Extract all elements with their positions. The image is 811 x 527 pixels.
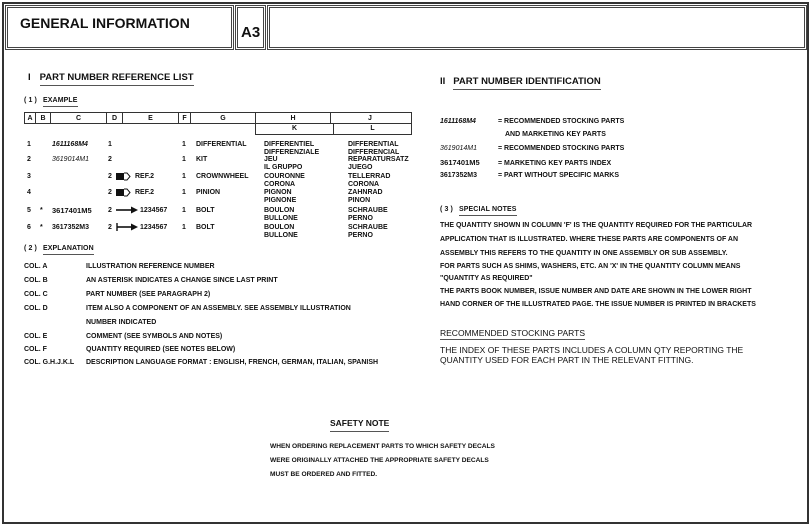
cell-h: BOULON bbox=[264, 207, 295, 214]
cell-a: 1 bbox=[27, 141, 31, 148]
cell-k: PIGNONE bbox=[264, 197, 297, 204]
explanation-row bbox=[24, 346, 235, 353]
cell-h: PIGNON bbox=[264, 189, 292, 196]
section-ii-heading bbox=[440, 76, 601, 87]
cell-k: BULLONE bbox=[264, 232, 298, 239]
explanation-col: COL. C bbox=[24, 291, 48, 298]
column-header-j: J bbox=[368, 115, 372, 122]
example-title: EXAMPLE bbox=[43, 97, 78, 107]
explanation-text: ITEM ALSO A COMPONENT OF AN ASSEMBLY. SEE ASSEMBLY ILLUSTRATION bbox=[86, 305, 351, 312]
special-notes-heading bbox=[440, 206, 517, 213]
page-title: GENERAL INFORMATION bbox=[20, 15, 190, 31]
explanation-title: EXPLANATION bbox=[43, 245, 94, 255]
special-note-line: FOR PARTS SUCH AS SHIMS, WASHERS, ETC. AN 'X' IN THE QUANTITY COLUMN MEANS bbox=[440, 263, 741, 270]
explanation-text: PART NUMBER (SEE PARAGRAPH 2) bbox=[86, 291, 211, 298]
column-header-g: G bbox=[191, 113, 256, 123]
cell-g: BOLT bbox=[196, 207, 215, 214]
cell-f: 1 bbox=[182, 207, 186, 214]
safety-line: WERE ORIGINALLY ATTACHED THE APPROPRIATE SAFETY DECALS bbox=[270, 457, 489, 464]
assembly-ref-icon bbox=[116, 172, 132, 184]
cell-f: 1 bbox=[182, 173, 186, 180]
example-heading bbox=[24, 97, 78, 104]
explanation-row bbox=[24, 319, 156, 326]
column-header-b: B bbox=[36, 113, 51, 123]
explanation-col: COL. G.H.J.K.L bbox=[24, 359, 75, 366]
cell-l: PERNO bbox=[348, 215, 373, 222]
cell-d: 1 bbox=[108, 141, 112, 148]
table-row bbox=[24, 224, 414, 242]
cell-part-number: 3619014M1 bbox=[52, 156, 89, 163]
cell-j: REPARATURSATZ bbox=[348, 156, 409, 163]
explanation-col: COL. F bbox=[24, 346, 47, 353]
special-note-line: THE PARTS BOOK NUMBER, ISSUE NUMBER AND DATE ARE SHOWN IN THE LOWER RIGHT bbox=[440, 288, 752, 295]
explanation-row bbox=[24, 305, 351, 312]
explanation-text: COMMENT (SEE SYMBOLS AND NOTES) bbox=[86, 333, 223, 340]
explanation-text: AN ASTERISK INDICATES A CHANGE SINCE LAST PRINT bbox=[86, 277, 278, 284]
cell-h: JEU bbox=[264, 156, 278, 163]
special-notes-title: SPECIAL NOTES bbox=[459, 206, 517, 216]
identification-text: = RECOMMENDED STOCKING PARTS bbox=[498, 118, 625, 125]
safety-title: SAFETY NOTE bbox=[330, 418, 389, 432]
cell-a: 4 bbox=[27, 189, 31, 196]
section-title: PART NUMBER REFERENCE LIST bbox=[40, 72, 194, 86]
explanation-row bbox=[24, 333, 222, 340]
identification-part: 1611168M4 bbox=[440, 118, 476, 125]
identification-row bbox=[440, 118, 624, 125]
cell-d: 2 bbox=[108, 173, 112, 180]
cell-l: JUEGO bbox=[348, 164, 373, 171]
cell-d: 2 bbox=[108, 189, 112, 196]
identification-row bbox=[440, 158, 611, 167]
safety-line: MUST BE ORDERED AND FITTED. bbox=[270, 471, 378, 478]
special-note-line: "QUANTITY AS REQUIRED" bbox=[440, 275, 533, 282]
section-numeral: II bbox=[440, 76, 446, 87]
explanation-col: COL. E bbox=[24, 333, 48, 340]
cell-h: DIFFERENTIEL bbox=[264, 141, 315, 148]
cell-j: TELLERRAD bbox=[348, 173, 391, 180]
column-header-h: H bbox=[256, 113, 331, 123]
recommended-line: QUANTITY USED FOR EACH PART IN THE RELEVANT FITTING. bbox=[440, 355, 694, 365]
cell-g: BOLT bbox=[196, 224, 215, 231]
column-header-d: D bbox=[107, 113, 123, 123]
column-header-a: A bbox=[25, 113, 36, 123]
special-note-line: THE QUANTITY SHOWN IN COLUMN 'F' IS THE QUANTITY REQUIRED FOR THE PARTICULAR bbox=[440, 222, 753, 229]
cell-j: ZAHNRAD bbox=[348, 189, 383, 196]
cell-b: * bbox=[40, 207, 43, 214]
column-header-c: C bbox=[51, 113, 107, 123]
cell-g: DIFFERENTIAL bbox=[196, 141, 247, 148]
identification-part: 3617352M3 bbox=[440, 172, 477, 179]
cell-k: IL GRUPPO bbox=[264, 164, 303, 171]
explanation-text: QUANTITY REQUIRED (SEE NOTES BELOW) bbox=[86, 346, 236, 353]
cell-d: 2 bbox=[108, 156, 112, 163]
explanation-heading bbox=[24, 245, 94, 252]
explanation-row bbox=[24, 277, 278, 284]
cell-e: REF.2 bbox=[135, 189, 155, 196]
explanation-col: COL. D bbox=[24, 305, 48, 312]
column-header-k: K bbox=[256, 123, 334, 134]
recommended-title: RECOMMENDED STOCKING PARTS bbox=[440, 328, 585, 338]
cell-k: BULLONE bbox=[264, 215, 298, 222]
reference-table-header bbox=[24, 112, 412, 132]
cell-f: 1 bbox=[182, 141, 186, 148]
identification-part: 3617401M5 bbox=[440, 158, 480, 167]
cell-l: PERNO bbox=[348, 232, 373, 239]
cell-g: PINION bbox=[196, 189, 221, 196]
header-blank-box bbox=[267, 5, 807, 50]
cell-g: KIT bbox=[196, 156, 208, 163]
identification-row bbox=[440, 131, 606, 138]
cell-d: 2 bbox=[108, 224, 112, 231]
section-code: A3 bbox=[241, 24, 261, 41]
section-numeral: I bbox=[28, 72, 31, 83]
column-header-f: F bbox=[179, 113, 191, 123]
cell-f: 1 bbox=[182, 189, 186, 196]
arrow-right-icon bbox=[116, 206, 138, 217]
section-i-heading bbox=[28, 72, 194, 83]
identification-text: = MARKETING KEY PARTS INDEX bbox=[498, 160, 612, 167]
explanation-row bbox=[24, 359, 378, 366]
identification-row bbox=[440, 145, 624, 152]
cell-g: CROWNWHEEL bbox=[196, 173, 249, 180]
explanation-text: NUMBER INDICATED bbox=[86, 319, 157, 326]
cell-j: DIFFERENTIAL bbox=[348, 141, 399, 148]
column-header-e: E bbox=[123, 113, 179, 123]
assembly-ref-icon bbox=[116, 188, 132, 200]
cell-part-number: 1611168M4 bbox=[52, 141, 88, 148]
cell-a: 2 bbox=[27, 156, 31, 163]
identification-text: AND MARKETING KEY PARTS bbox=[505, 131, 606, 138]
cell-a: 6 bbox=[27, 224, 31, 231]
cell-part-number: 3617352M3 bbox=[52, 224, 89, 231]
table-row bbox=[24, 189, 414, 207]
table-row bbox=[24, 156, 414, 174]
identification-text: = RECOMMENDED STOCKING PARTS bbox=[498, 145, 625, 152]
cell-h: COURONNE bbox=[264, 173, 305, 180]
explanation-text: DESCRIPTION LANGUAGE FORMAT : ENGLISH, FRENCH, GERMAN, ITALIAN, SPANISH bbox=[86, 359, 379, 366]
cell-part-number: 3617401M5 bbox=[52, 206, 92, 215]
special-notes-num: ( 3 ) bbox=[440, 206, 453, 213]
section-title: PART NUMBER IDENTIFICATION bbox=[453, 76, 600, 90]
column-header-l: L bbox=[370, 125, 375, 132]
explanation-text: ILLUSTRATION REFERENCE NUMBER bbox=[86, 263, 215, 270]
cell-f: 1 bbox=[182, 224, 186, 231]
cell-l: CORONA bbox=[348, 181, 380, 188]
identification-part: 3619014M1 bbox=[440, 145, 477, 152]
table-row bbox=[24, 207, 414, 225]
special-note-line: ASSEMBLY THIS REFERS TO THE QUANTITY IN ONE ASSEMBLY OR SUB ASSEMBLY. bbox=[440, 250, 728, 257]
cell-h: BOULON bbox=[264, 224, 295, 231]
cell-b: * bbox=[40, 224, 43, 231]
explanation-col: COL. A bbox=[24, 263, 48, 270]
explanation-row bbox=[24, 291, 210, 298]
cell-l: PINON bbox=[348, 197, 371, 204]
explanation-num: ( 2 ) bbox=[24, 245, 37, 252]
section-code-box bbox=[235, 5, 266, 50]
cell-j: SCHRAUBE bbox=[348, 224, 388, 231]
cell-a: 5 bbox=[27, 207, 31, 214]
header-title-box bbox=[5, 5, 234, 50]
special-note-line: HAND CORNER OF THE ILLUSTRATED PAGE. THE ISSUE NUMBER IS PRINTED IN BRACKETS bbox=[440, 301, 756, 308]
safety-line: WHEN ORDERING REPLACEMENT PARTS TO WHICH SAFETY DECALS bbox=[270, 443, 495, 450]
cell-d: 2 bbox=[108, 207, 112, 214]
cell-e: 1234567 bbox=[140, 224, 168, 231]
recommended-line: THE INDEX OF THESE PARTS INCLUDES A COLUMN QTY REPORTING THE bbox=[440, 345, 744, 355]
cell-j: SCHRAUBE bbox=[348, 207, 388, 214]
cell-f: 1 bbox=[182, 156, 186, 163]
example-num: ( 1 ) bbox=[24, 97, 37, 104]
cell-k: CORONA bbox=[264, 181, 296, 188]
identification-text: = PART WITHOUT SPECIFIC MARKS bbox=[498, 172, 620, 179]
explanation-row bbox=[24, 263, 215, 270]
cell-l: DIFFERENCIAL bbox=[348, 149, 400, 156]
cell-e: REF.2 bbox=[135, 173, 155, 180]
bar-arrow-right-icon bbox=[116, 223, 138, 234]
cell-k: DIFFERENZIALE bbox=[264, 149, 320, 156]
explanation-col: COL. B bbox=[24, 277, 48, 284]
cell-e: 1234567 bbox=[140, 207, 168, 214]
identification-row bbox=[440, 172, 619, 179]
cell-a: 3 bbox=[27, 173, 31, 180]
special-note-line: APPLICATION THAT IS ILLUSTRATED. WHERE THESE PARTS ARE COMPONENTS OF AN bbox=[440, 236, 739, 243]
